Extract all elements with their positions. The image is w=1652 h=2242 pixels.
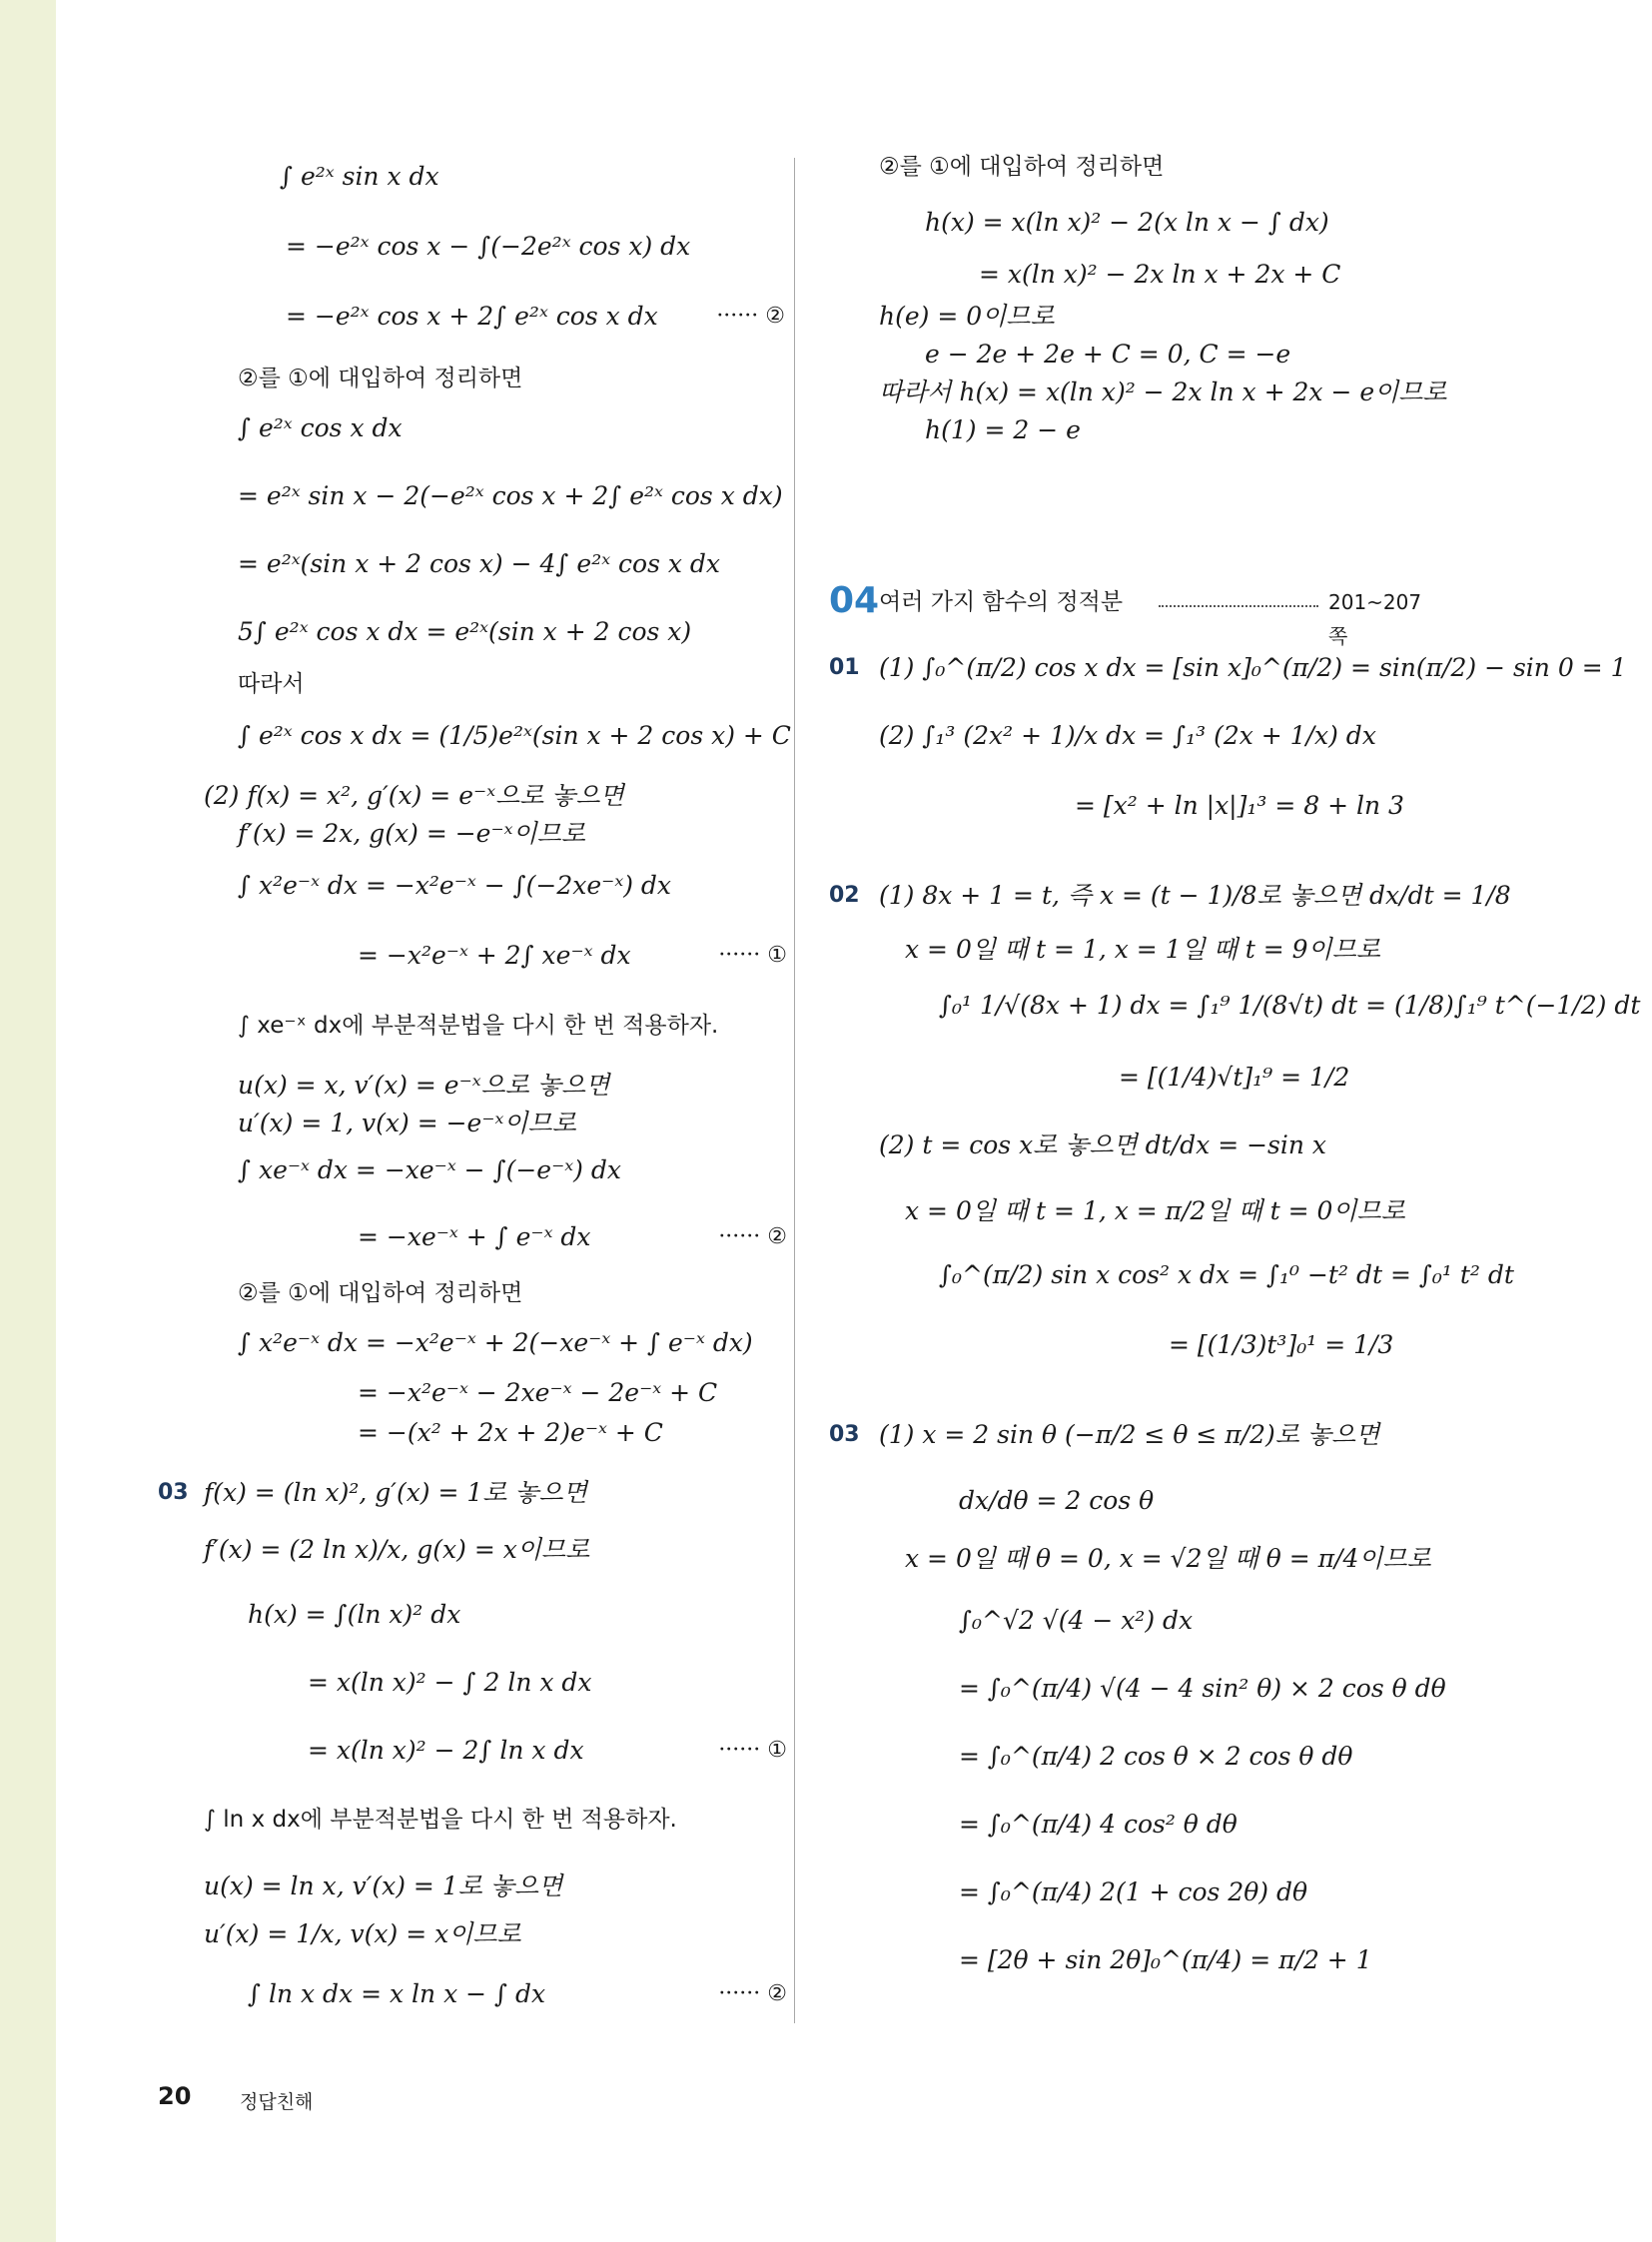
math-line [358, 1220, 787, 1254]
math-line: = ∫₀^(π/4) √(4 − 4 sin² θ) × 2 cos θ dθ [959, 1674, 1446, 1703]
section-title: 여러 가지 함수의 정적분 [879, 589, 1124, 615]
math-line: f′(x) = 2x, g(x) = −e⁻ˣ이므로 [238, 819, 585, 848]
math-line: (2) ∫₁³ (2x² + 1)/x dx = ∫₁³ (2x + 1/x) dx [879, 721, 1376, 750]
equation-marker: ······ ① [718, 943, 787, 968]
problem-number: 03 [829, 1422, 860, 1447]
math-line: 따라서 h(x) = x(ln x)² − 2x ln x + 2x − e이므로 [879, 377, 1447, 406]
math-line: f(x) = (ln x)², g′(x) = 1로 놓으면 [204, 1478, 587, 1507]
math-line-text: = x(ln x)² − 2∫ ln x dx [308, 1736, 584, 1765]
math-line: x = 0일 때 t = 1, x = π/2일 때 t = 0이므로 [905, 1196, 1405, 1225]
section-pages: 201~207쪽 [1328, 590, 1422, 648]
math-line: = −(x² + 2x + 2)e⁻ˣ + C [358, 1418, 663, 1447]
math-line [358, 939, 787, 973]
math-line: = [(1/4)√t]₁⁹ = 1/2 [1119, 1063, 1350, 1092]
math-line: (1) ∫₀^(π/2) cos x dx = [sin x]₀^(π/2) = sin(π/2) − sin 0 = 1 [879, 653, 1627, 682]
math-line: h(x) = x(ln x)² − 2(x ln x − ∫ dx) [925, 208, 1329, 237]
math-line: ∫₀¹ 1/√(8x + 1) dx = ∫₁⁹ 1/(8√t) dt = (1/8)∫₁⁹ t^(−1/2) dt [939, 991, 1641, 1020]
math-line: ∫ x²e⁻ˣ dx = −x²e⁻ˣ + 2(−xe⁻ˣ + ∫ e⁻ˣ dx) [238, 1328, 753, 1357]
math-line: u′(x) = 1/x, v(x) = x이므로 [204, 1919, 521, 1948]
math-line [286, 300, 785, 334]
math-line: ∫ xe⁻ˣ dx = −xe⁻ˣ − ∫(−e⁻ˣ) dx [238, 1155, 621, 1184]
math-line: = [(1/3)t³]₀¹ = 1/3 [1169, 1330, 1394, 1359]
math-line: (1) 8x + 1 = t, 즉 x = (t − 1)/8로 놓으면 dx/dt = 1/8 [879, 881, 1511, 910]
equation-marker: ······ ② [716, 304, 785, 329]
math-line-text: = −x²e⁻ˣ + 2∫ xe⁻ˣ dx [358, 941, 631, 970]
math-line: = e²ˣ(sin x + 2 cos x) − 4∫ e²ˣ cos x dx [238, 549, 721, 578]
math-line: = ∫₀^(π/4) 2 cos θ × 2 cos θ dθ [959, 1742, 1353, 1771]
text-line: ∫ xe⁻ˣ dx에 부분적분법을 다시 한 번 적용하자. [238, 1013, 719, 1039]
problem-number: 01 [829, 655, 860, 680]
math-line: ∫₀^√2 √(4 − x²) dx [959, 1606, 1194, 1635]
math-line: dx/dθ = 2 cos θ [959, 1486, 1155, 1515]
math-line: u′(x) = 1, v(x) = −e⁻ˣ이므로 [238, 1109, 576, 1137]
math-line: x = 0일 때 θ = 0, x = √2일 때 θ = π/4이므로 [905, 1544, 1431, 1573]
text-line: ②를 ①에 대입하여 정리하면 [879, 154, 1165, 180]
math-line: = x(ln x)² − 2x ln x + 2x + C [979, 260, 1341, 289]
math-line: u(x) = ln x, v′(x) = 1로 놓으면 [204, 1871, 563, 1900]
math-line: = ∫₀^(π/4) 2(1 + cos 2θ) dθ [959, 1877, 1308, 1906]
math-line-text: = −xe⁻ˣ + ∫ e⁻ˣ dx [358, 1222, 591, 1251]
math-line: h(x) = ∫(ln x)² dx [248, 1600, 461, 1629]
side-band [0, 0, 56, 2242]
problem-number: 03 [158, 1480, 189, 1505]
book-title: 정답친해 [240, 2091, 314, 2113]
page-number: 20 [158, 2082, 192, 2110]
math-line: = [x² + ln |x|]₁³ = 8 + ln 3 [1075, 791, 1404, 820]
math-line: h(1) = 2 − e [925, 415, 1081, 444]
equation-marker: ······ ② [718, 1224, 787, 1249]
math-line: 5∫ e²ˣ cos x dx = e²ˣ(sin x + 2 cos x) [238, 617, 692, 646]
math-line: (2) f(x) = x², g′(x) = e⁻ˣ으로 놓으면 [204, 781, 624, 810]
math-line: e − 2e + 2e + C = 0, C = −e [925, 340, 1291, 369]
text-line: ∫ ln x dx에 부분적분법을 다시 한 번 적용하자. [204, 1807, 677, 1833]
math-line: h(e) = 0이므로 [879, 302, 1055, 331]
math-line: (2) t = cos x로 놓으면 dt/dx = −sin x [879, 1130, 1327, 1159]
section-header [829, 579, 1428, 648]
math-line: = −e²ˣ cos x − ∫(−2e²ˣ cos x) dx [286, 232, 691, 261]
math-line [248, 1977, 787, 2011]
equation-marker: ······ ② [718, 1981, 787, 2006]
section-number: 04 [829, 580, 880, 621]
math-line: ∫ e²ˣ sin x dx [280, 162, 439, 191]
math-line [308, 1734, 787, 1768]
section-leader-dots [1159, 585, 1318, 607]
math-line: = x(ln x)² − ∫ 2 ln x dx [308, 1668, 592, 1697]
problem-number: 02 [829, 883, 860, 908]
text-line: ②를 ①에 대입하여 정리하면 [238, 1280, 523, 1306]
math-line: f′(x) = (2 ln x)/x, g(x) = x이므로 [204, 1535, 590, 1564]
math-line: x = 0일 때 t = 1, x = 1일 때 t = 9이므로 [905, 935, 1381, 964]
math-line-text: ∫ ln x dx = x ln x − ∫ dx [248, 1979, 546, 2008]
math-line: ∫ e²ˣ cos x dx [238, 413, 403, 442]
math-line-text: = −e²ˣ cos x + 2∫ e²ˣ cos x dx [286, 302, 658, 331]
math-line: = ∫₀^(π/4) 4 cos² θ dθ [959, 1810, 1238, 1839]
math-line: = e²ˣ sin x − 2(−e²ˣ cos x + 2∫ e²ˣ cos x dx) [238, 481, 783, 510]
text-line: ②를 ①에 대입하여 정리하면 [238, 366, 523, 391]
math-line: ∫ e²ˣ cos x dx = (1/5)e²ˣ(sin x + 2 cos x) + C [238, 721, 791, 750]
math-line: u(x) = x, v′(x) = e⁻ˣ으로 놓으면 [238, 1071, 610, 1100]
math-line: = [2θ + sin 2θ]₀^(π/4) = π/2 + 1 [959, 1945, 1372, 1974]
math-line: (1) x = 2 sin θ (−π/2 ≤ θ ≤ π/2)로 놓으면 [879, 1420, 1380, 1449]
column-divider [794, 158, 795, 2023]
math-line: ∫ x²e⁻ˣ dx = −x²e⁻ˣ − ∫(−2xe⁻ˣ) dx [238, 871, 672, 900]
text-line: 따라서 [238, 671, 305, 697]
math-line: = −x²e⁻ˣ − 2xe⁻ˣ − 2e⁻ˣ + C [358, 1378, 718, 1407]
math-line: ∫₀^(π/2) sin x cos² x dx = ∫₁⁰ −t² dt = ∫₀¹ t² dt [939, 1260, 1514, 1289]
equation-marker: ······ ① [718, 1738, 787, 1763]
